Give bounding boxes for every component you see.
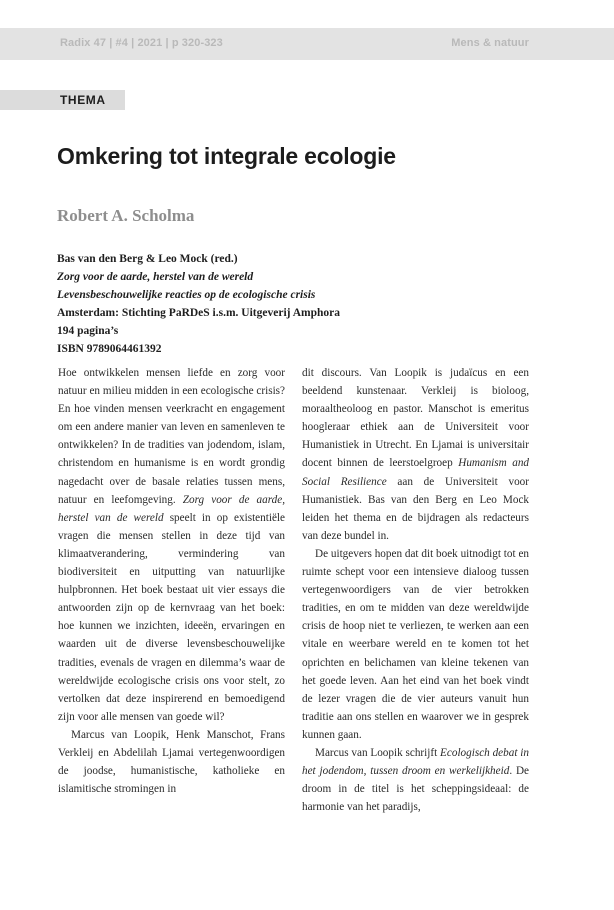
running-header — [0, 28, 614, 60]
thema-label-bar — [0, 90, 125, 110]
book-info — [57, 250, 477, 358]
paragraph-4-text-b: . De droom in de titel is het scheppingsideaal: de harmonie van het paradijs, — [302, 765, 529, 814]
thema-label: THEMA — [60, 93, 106, 107]
book-editors: Bas van den Berg & Leo Mock (red.) — [57, 253, 238, 265]
paragraph-2-text-right: dit discours. Van Loopik is judaïcus en een beeldend kunstenaar. Verkleij is bioloog, moraaltheoloog en pastor. Manschot is emeritus hoogleraar ethiek aan de Universiteit voor Humanistiek in Utrecht. En Ljamai is universitair docent binnen de leerstoelgroep — [302, 367, 529, 470]
paragraph-1 — [58, 364, 285, 726]
paragraph-3: De uitgevers hopen dat dit boek uitnodigt tot en ruimte schept voor een intensieve dialoog tussen vertegenwoordigers van de vier betrokken tradities, en om te midden van deze wereldwijde crisis de hoop niet te verliezen, te werken aan een vitale en weerbare wereld en te komen tot het oprichten en belichamen van kleine tekenen van het goede leven. Aan het eind van het boek vindt de lezer vragen die de vier auteurs vanuit hun traditie aan ons stellen en waarover we in gesprek kunnen gaan. — [302, 547, 529, 741]
book-isbn: ISBN 9789064461392 — [57, 343, 162, 355]
book-subtitle: Levensbeschouwelijke reacties op de ecologische crisis — [57, 289, 316, 301]
paragraph-4-text-a: Marcus van Loopik schrijft — [315, 746, 441, 759]
section-name: Mens & natuur — [451, 37, 529, 49]
paragraph-4 — [302, 744, 529, 816]
paragraph-2-text-end: aan de Universiteit voor Humanistiek. Bas van den Berg en Leo Mock leiden het thema en de bijdragen als redacteurs van deze bundel in. — [302, 475, 529, 542]
article-title: Omkering tot integrale ecologie — [57, 143, 396, 169]
paragraph-1-text-b: speelt in op existentiële vragen die mensen stellen in deze tijd van klimaatverandering, vermindering van biodiversiteit en uitputting van natuurlijke hulpbronnen. Het boek bestaat uit vier essays die antwoorden zijn op de kernvraag van het boek: hoe kunnen we inzichten, ideeën, ervaringen en waarden uit de diverse levensbeschouwelijke tradities, evenals de vragen en dilemma’s waar de wereldwijde ecologische crisis ons voor stelt, zo vertolken dat deze inspirerend en bemoedigend zijn voor alle mensen van goede wil? — [58, 511, 285, 723]
paragraph-2-group-name: Humanism and Social Resilience — [302, 457, 530, 488]
paragraph-2-text-left: Marcus van Loopik, Henk Manschot, Frans Verkleij en Abdelilah Ljamai vertegenwoordigen de joodse, humanistische, katholieke en islamitische stromingen in — [58, 728, 285, 796]
book-title: Zorg voor de aarde, herstel van de wereld — [57, 271, 254, 283]
paragraph-4-essay-title: Ecologisch debat in het jodendom, tussen droom en werkelijkheid — [302, 746, 529, 778]
paragraph-1-text-a: Hoe ontwikkelen mensen liefde en zorg voor natuur en milieu midden in een ecologische crisis? En hoe vinden mensen veerkracht en engagement om een andere manier van leven en samenleven te ontwikkelen? In de tradities van jodendom, islam, christendom en humanisme is en wordt grondig nagedacht over de basale relaties tussen mens, natuur en leefomgeving. — [58, 367, 285, 506]
body-column-right — [302, 364, 529, 816]
body-column-left — [58, 364, 285, 798]
paragraph-1-book-title: Zorg voor de aarde, herstel van de wereld — [58, 493, 285, 524]
journal-citation: Radix 47 | #4 | 2021 | p 320-323 — [60, 37, 223, 49]
paragraph-2-start — [58, 726, 285, 798]
book-pages: 194 pagina’s — [57, 325, 119, 337]
paragraph-2-continued — [302, 364, 529, 545]
author-name: Robert A. Scholma — [57, 206, 195, 225]
book-publisher: Amsterdam: Stichting PaRDeS i.s.m. Uitgeverij Amphora — [57, 307, 340, 319]
